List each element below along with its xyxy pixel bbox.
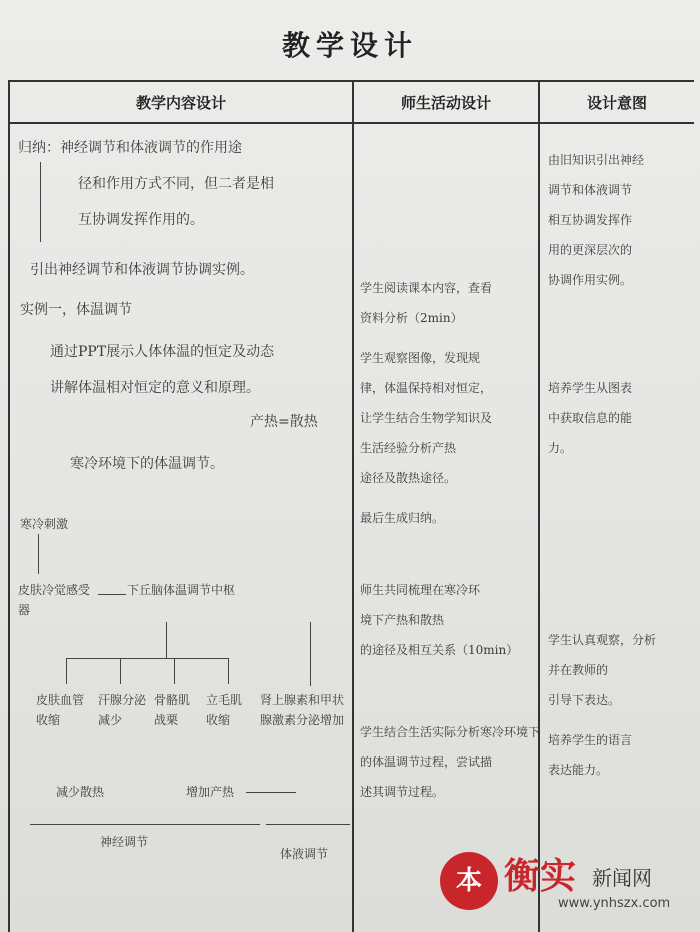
content-line: 产热=散热 — [250, 414, 318, 430]
intent-line: 中获取信息的能 — [548, 411, 633, 425]
flow-node-vasoconstriction: 皮肤血管收缩 — [36, 693, 85, 727]
header-content-design: 教学内容设计 — [135, 94, 226, 112]
content-line: 讲解体温相对恒定的意义和原理。 — [50, 380, 260, 396]
column-divider-1 — [352, 82, 354, 932]
brand-suffix: 新闻网 — [592, 866, 652, 890]
content-line: 通过PPT展示人体体温的恒定及动态 — [50, 344, 275, 360]
content-line: 归纳：神经调节和体液调节的作用途 — [18, 140, 242, 156]
intent-line: 培养学生从图表 — [548, 381, 633, 395]
flow-arrow — [246, 792, 296, 793]
content-line: 引出神经调节和体液调节协调实例。 — [30, 262, 254, 278]
activity-line: 学生观察图像，发现规 — [360, 351, 481, 365]
flow-node-hypothalamus: 下丘脑体温调节中枢 — [126, 583, 235, 597]
header-design-intent: 设计意图 — [586, 94, 647, 112]
intent-line: 力。 — [548, 441, 573, 455]
flow-node-shiver: 骨骼肌战栗 — [154, 693, 191, 727]
flow-node-sweat: 汗腺分泌减少 — [98, 693, 147, 727]
intent-line: 调节和体液调节 — [548, 183, 633, 197]
intent-line: 学生认真观察，分析 — [548, 633, 657, 647]
lesson-plan-table — [8, 80, 694, 932]
brand-name: 衡实 — [504, 855, 577, 897]
intent-line: 协调作用实例。 — [548, 273, 633, 287]
activity-line: 资料分析（2min） — [360, 311, 463, 325]
arrow-line — [40, 162, 41, 242]
flow-arrow — [174, 658, 175, 684]
flow-node-more-heat: 增加产热 — [186, 785, 235, 799]
watermark-logo — [440, 848, 690, 918]
flow-arrow — [166, 622, 167, 658]
label-humoral-regulation: 体液调节 — [280, 847, 329, 861]
activity-line: 途径及散热途径。 — [360, 471, 457, 485]
column-divider-2 — [538, 82, 540, 932]
seal-icon: 本 — [440, 852, 498, 910]
intent-line: 培养学生的语言 — [548, 733, 633, 747]
document-title: 教学设计 — [281, 29, 418, 62]
flow-node-piloerection: 立毛肌收缩 — [206, 693, 243, 727]
activity-line: 的途径及相互关系（10min） — [360, 643, 519, 657]
header-activity-design: 师生活动设计 — [400, 94, 491, 112]
content-line: 互协调发挥作用的。 — [78, 212, 204, 228]
content-line: 实例一，体温调节 — [20, 302, 132, 318]
flow-arrow — [98, 594, 126, 595]
flow-arrow — [120, 658, 121, 684]
bracket-line — [30, 824, 260, 825]
intent-line: 引导下表达。 — [548, 693, 621, 707]
activity-line: 师生共同梳理在寒冷环 — [360, 583, 481, 597]
activity-line: 最后生成归纳。 — [360, 511, 445, 525]
flow-node-receptor: 皮肤冷觉感受器 — [18, 583, 91, 617]
flow-branch-line — [66, 658, 228, 659]
intent-line: 并在教师的 — [548, 663, 609, 677]
intent-line: 由旧知识引出神经 — [548, 153, 645, 167]
flow-node-cold-stimulus: 寒冷刺激 — [20, 517, 69, 531]
activity-line: 述其调节过程。 — [360, 785, 445, 799]
flow-node-hormones: 肾上腺素和甲状腺激素分泌增加 — [260, 693, 345, 727]
content-line: 径和作用方式不同，但二者是相 — [78, 176, 274, 192]
activity-line: 生活经验分析产热 — [360, 441, 457, 455]
flow-arrow — [66, 658, 67, 684]
flow-arrow — [228, 658, 229, 684]
label-neural-regulation: 神经调节 — [100, 835, 149, 849]
intent-line: 相互协调发挥作 — [548, 213, 633, 227]
flow-arrow — [310, 622, 311, 686]
activity-line: 律，体温保持相对恒定， — [360, 381, 493, 395]
activity-line: 的体温调节过程，尝试描 — [360, 755, 493, 769]
activity-line: 境下产热和散热 — [360, 613, 445, 627]
activity-line: 学生阅读课本内容，查看 — [360, 281, 493, 295]
intent-line: 用的更深层次的 — [548, 243, 633, 257]
content-line: 寒冷环境下的体温调节。 — [70, 456, 224, 472]
intent-line: 表达能力。 — [548, 763, 609, 777]
activity-line: 让学生结合生物学知识及 — [360, 411, 493, 425]
bracket-line — [266, 824, 350, 825]
flow-arrow — [38, 534, 39, 574]
activity-line: 学生结合生活实际分析寒冷环境下 — [360, 725, 541, 739]
flow-node-less-heat-loss: 减少散热 — [56, 785, 105, 799]
site-url: www.ynhszx.com — [558, 896, 671, 911]
